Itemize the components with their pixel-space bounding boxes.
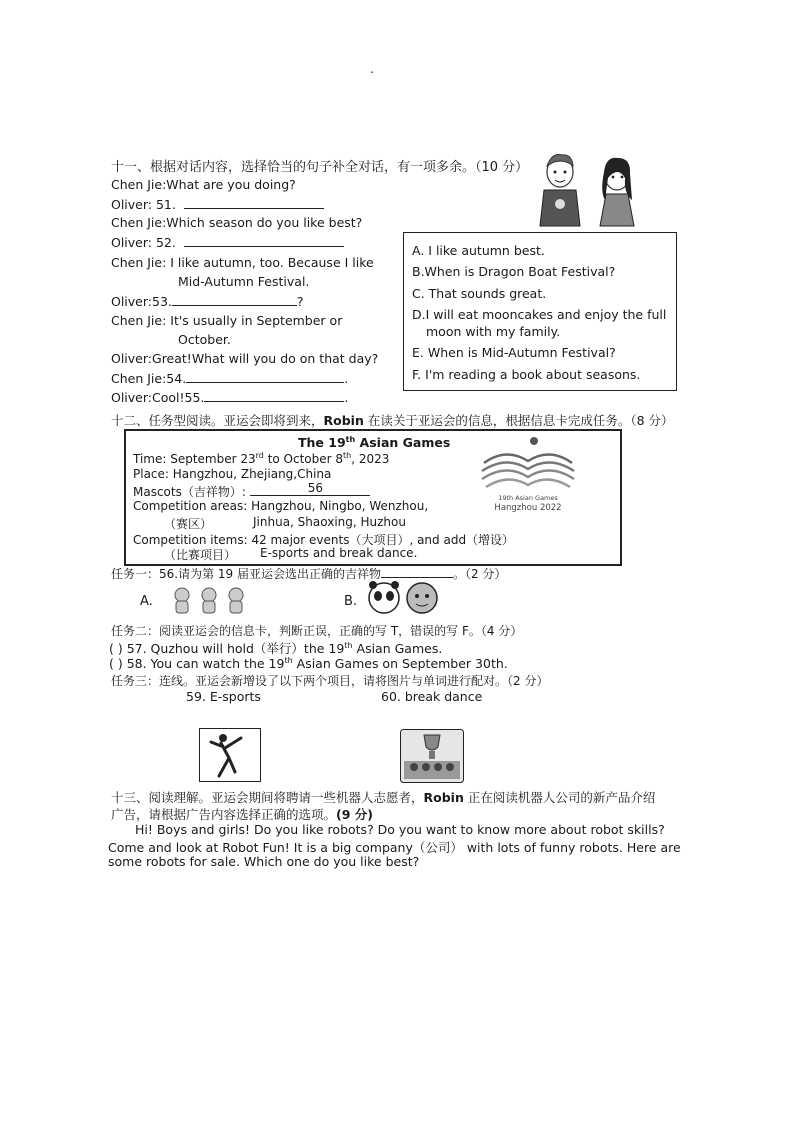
match-word-60[interactable]: 60. break dance	[381, 689, 483, 704]
dialogue-line	[111, 389, 348, 405]
svg-text:Hangzhou 2022: Hangzhou 2022	[494, 503, 562, 513]
dialogue-text: Chen Jie:54.	[111, 371, 187, 386]
title-name: Robin	[423, 790, 464, 805]
mascots-a-image[interactable]	[166, 585, 254, 615]
option-e: E. When is Mid-Autumn Festival?	[412, 345, 616, 360]
option-f: F. I'm reading a book about seasons.	[412, 367, 641, 382]
option-a: A. I like autumn best.	[412, 243, 545, 258]
card-place: Place: Hangzhou, Zhejiang,China	[133, 467, 332, 481]
dialogue-text: Oliver:Cool!55.	[111, 390, 205, 405]
option-d-cont: moon with my family.	[426, 324, 561, 339]
answer-blank-55[interactable]	[204, 389, 344, 402]
card-title: The 19th Asian Games	[298, 435, 451, 451]
task1-end: 。（2 分）	[452, 567, 507, 581]
dialogue-line	[111, 370, 348, 386]
answer-blank-53[interactable]	[172, 293, 297, 306]
dialogue-line	[111, 293, 304, 309]
title-text: 十二、任务型阅读。亚运会即将到来，	[111, 413, 324, 428]
e-sports-picture[interactable]	[400, 729, 464, 783]
section-13-title-2	[111, 805, 373, 823]
title-text: 在读关于亚运会的信息，根据信息卡完成任务。（8 分）	[363, 413, 674, 428]
mascots-b-image[interactable]	[364, 580, 444, 616]
task1-line	[111, 565, 506, 582]
dialogue-text: ?	[296, 294, 304, 309]
section-11-title: 十一、根据对话内容，选择恰当的句子补全对话，有一项多余。（10 分）	[111, 160, 529, 175]
dialogue-text: Oliver: 51.	[111, 197, 176, 212]
dialogue-text: .	[344, 390, 349, 405]
dialogue-text: .	[344, 371, 349, 386]
options-box	[403, 232, 677, 391]
answer-blank-56[interactable]	[381, 565, 453, 578]
card-areas: Competition areas: Hangzhou, Ningbo, Wenzhou,	[133, 499, 429, 513]
info-card	[124, 429, 622, 566]
paragraph-line: some robots for sale. Which one do you like best?	[108, 854, 420, 869]
card-items-cn: （比赛项目）	[164, 548, 237, 562]
section-13-title	[111, 788, 655, 806]
card-items: Competition items: 42 major events（大项目）, and add（增设）	[133, 533, 515, 547]
answer-blank-54[interactable]	[186, 370, 344, 383]
answer-blank-52[interactable]	[184, 234, 344, 247]
dialogue-text: Oliver: 52.	[111, 235, 176, 250]
dialogue-line: Mid-Autumn Festival.	[178, 274, 310, 289]
question-58[interactable]: ( ) 58. You can watch the 19th Asian Games on September 30th.	[109, 656, 508, 672]
card-time: Time: September 23rd to October 8th, 2023	[133, 451, 390, 466]
title-text: 正在阅读机器人公司的新产品介绍	[463, 790, 656, 805]
option-d: D.I will eat mooncakes and enjoy the full	[412, 307, 667, 322]
title-score: (9 分)	[336, 807, 373, 822]
dialogue-text: Oliver:53.	[111, 294, 172, 309]
svg-text:19th Asian Games: 19th Asian Games	[498, 494, 558, 502]
dialogue-line: Chen Jie: I like autumn, too. Because I like	[111, 255, 374, 270]
choice-a-label: A.	[140, 594, 153, 609]
break-dance-picture[interactable]	[199, 728, 261, 782]
task1-text: 任务一：56.请为第 19 届亚运会选出正确的吉祥物	[111, 567, 381, 581]
card-areas-cn: （赛区）	[164, 517, 213, 531]
option-b: B.When is Dragon Boat Festival?	[412, 264, 616, 279]
dialogue-line	[111, 196, 324, 212]
option-c: C. That sounds great.	[412, 286, 547, 301]
match-word-59[interactable]: 59. E-sports	[186, 689, 261, 704]
paragraph-line: Hi! Boys and girls! Do you like robots? Do you want to know more about robot skills?	[135, 822, 665, 837]
paragraph-line: Come and look at Robot Fun! It is a big company（公司） with lots of funny robots. Here are	[108, 840, 681, 855]
task3-line: 任务三：连线。亚运会新增设了以下两个项目，请将图片与单词进行配对。（2 分）	[111, 674, 549, 688]
title-name: Robin	[323, 413, 364, 428]
card-mascots: Mascots（吉祥物）: 56	[133, 483, 370, 500]
title-text: 广告，请根据广告内容选择正确的选项。	[111, 807, 337, 822]
dialogue-line: Oliver:Great!What will you do on that day?	[111, 351, 379, 366]
dialogue-line	[111, 234, 344, 250]
card-items-2: E-sports and break dance.	[260, 546, 418, 560]
mascot-blank[interactable]: 56	[250, 483, 370, 496]
choice-b-label: B.	[344, 594, 358, 609]
dialogue-line: Chen Jie: It's usually in September or	[111, 313, 343, 328]
question-57[interactable]: ( ) 57. Quzhou will hold（举行）the 19th Asian Games.	[109, 640, 443, 656]
card-areas-2: Jinhua, Shaoxing, Huzhou	[253, 515, 406, 529]
task2-line: 任务二：阅读亚运会的信息卡，判断正误，正确的写 T，错误的写 F。（4 分）	[111, 624, 523, 638]
dialogue-line: Chen Jie:Which season do you like best?	[111, 215, 363, 230]
section-12-title	[111, 411, 674, 429]
cartoon-kids-illustration	[532, 150, 642, 230]
title-text: 十三、阅读理解。亚运会期间将聘请一些机器人志愿者，	[111, 790, 424, 805]
page-dot: .	[370, 62, 374, 76]
answer-blank-51[interactable]	[184, 196, 324, 209]
asian-games-logo	[466, 433, 590, 515]
dialogue-line: Chen Jie:What are you doing?	[111, 177, 296, 192]
dialogue-line: October.	[178, 332, 231, 347]
